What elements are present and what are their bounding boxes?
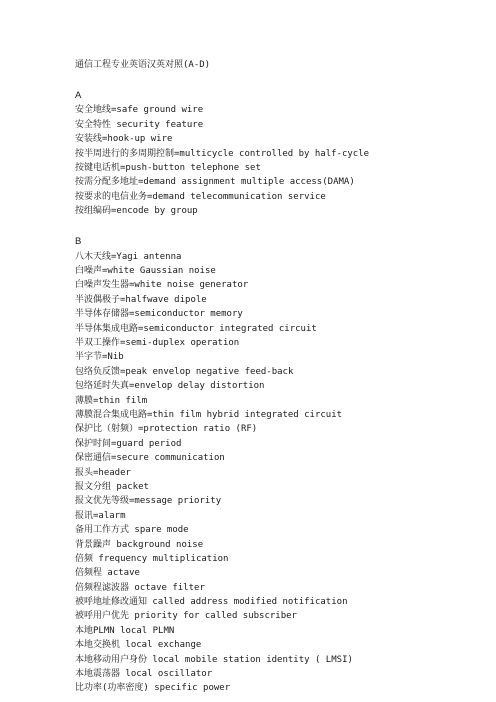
glossary-entry: 报头=header	[75, 467, 131, 478]
glossary-entry: 报讯=alarm	[75, 510, 126, 521]
glossary-entry: 本地PLMN local PLMN	[75, 625, 175, 636]
glossary-entry: 包络负反馈=peak envelop negative feed-back	[75, 366, 294, 377]
glossary-entry: 白噪声=white Gaussian noise	[75, 266, 216, 277]
section-heading-b: B	[75, 236, 82, 248]
glossary-entry: 倍频程滤波器 octave filter	[75, 582, 205, 593]
glossary-entry: 按半周进行的多周期控制=multicycle controlled by half-cycle	[75, 148, 370, 159]
glossary-entry: 被呼地址修改通知 called address modified notification	[75, 597, 348, 608]
glossary-entry: 安装线=hook-up wire	[75, 134, 173, 145]
glossary-entry: 背景躁声 background noise	[75, 539, 204, 550]
glossary-entry: 按需分配多地址=demand assignment multiple access(DAMA)	[75, 177, 355, 188]
glossary-entry: 半波偶极子=halfwave dipole	[75, 294, 207, 305]
glossary-entry: 安全地线=safe ground wire	[75, 105, 204, 116]
glossary-entry: 本地震荡器 local oscillator	[75, 669, 213, 680]
glossary-entry: 被呼用户优先 priority for called subscriber	[75, 611, 297, 622]
glossary-entry: 白噪声发生器=white noise generator	[75, 280, 249, 291]
glossary-entry: 按要求的电信业务=demand telecommunication service	[75, 191, 326, 202]
glossary-entry: 比功率(功率密度) specific power	[75, 683, 231, 694]
glossary-entry: 八木天线=Yagi antenna	[75, 251, 182, 262]
glossary-entry: 备用工作方式 spare mode	[75, 525, 189, 536]
glossary-entry: 半导体存储器=semiconductor memory	[75, 309, 243, 320]
glossary-entry: 安全特性 security feature	[75, 119, 204, 130]
document-title: 通信工程专业英语汉英对照(A-D)	[75, 60, 211, 70]
glossary-entry: 半导体集成电路=semiconductor integrated circuit	[75, 323, 317, 334]
glossary-entry: 倍频 frequency multiplication	[75, 553, 229, 564]
glossary-entry: 本地交换机 local exchange	[75, 640, 202, 651]
glossary-entry: 按键电话机=push-button telephone set	[75, 162, 261, 173]
glossary-entry: 报文优先等级=message priority	[75, 496, 222, 507]
glossary-entry: 本地移动用户身份 local mobile station identity ( LMSI)	[75, 654, 353, 665]
glossary-entry: 半双工操作=semi-duplex operation	[75, 338, 240, 349]
glossary-entry: 保密通信=secure communication	[75, 453, 225, 464]
document-body	[75, 58, 485, 696]
glossary-entry: 半字节=Nib	[75, 352, 124, 363]
spacer	[75, 72, 485, 89]
spacer	[75, 219, 485, 236]
glossary-entry: 报文分组 packet	[75, 481, 149, 492]
glossary-entry: 包络延时失真=envelop delay distortion	[75, 381, 265, 392]
glossary-entry: 保护时间=guard period	[75, 438, 182, 449]
glossary-entry: 倍频程 actave	[75, 568, 140, 579]
glossary-entry: 按组编码=encode by group	[75, 206, 198, 217]
glossary-entry: 薄膜=thin film	[75, 395, 148, 406]
glossary-entry: 薄膜混合集成电路=thin film hybrid integrated circuit	[75, 409, 343, 420]
glossary-entry: 保护比（射频）=protection ratio (RF)	[75, 424, 258, 435]
section-heading-a: A	[75, 89, 82, 101]
